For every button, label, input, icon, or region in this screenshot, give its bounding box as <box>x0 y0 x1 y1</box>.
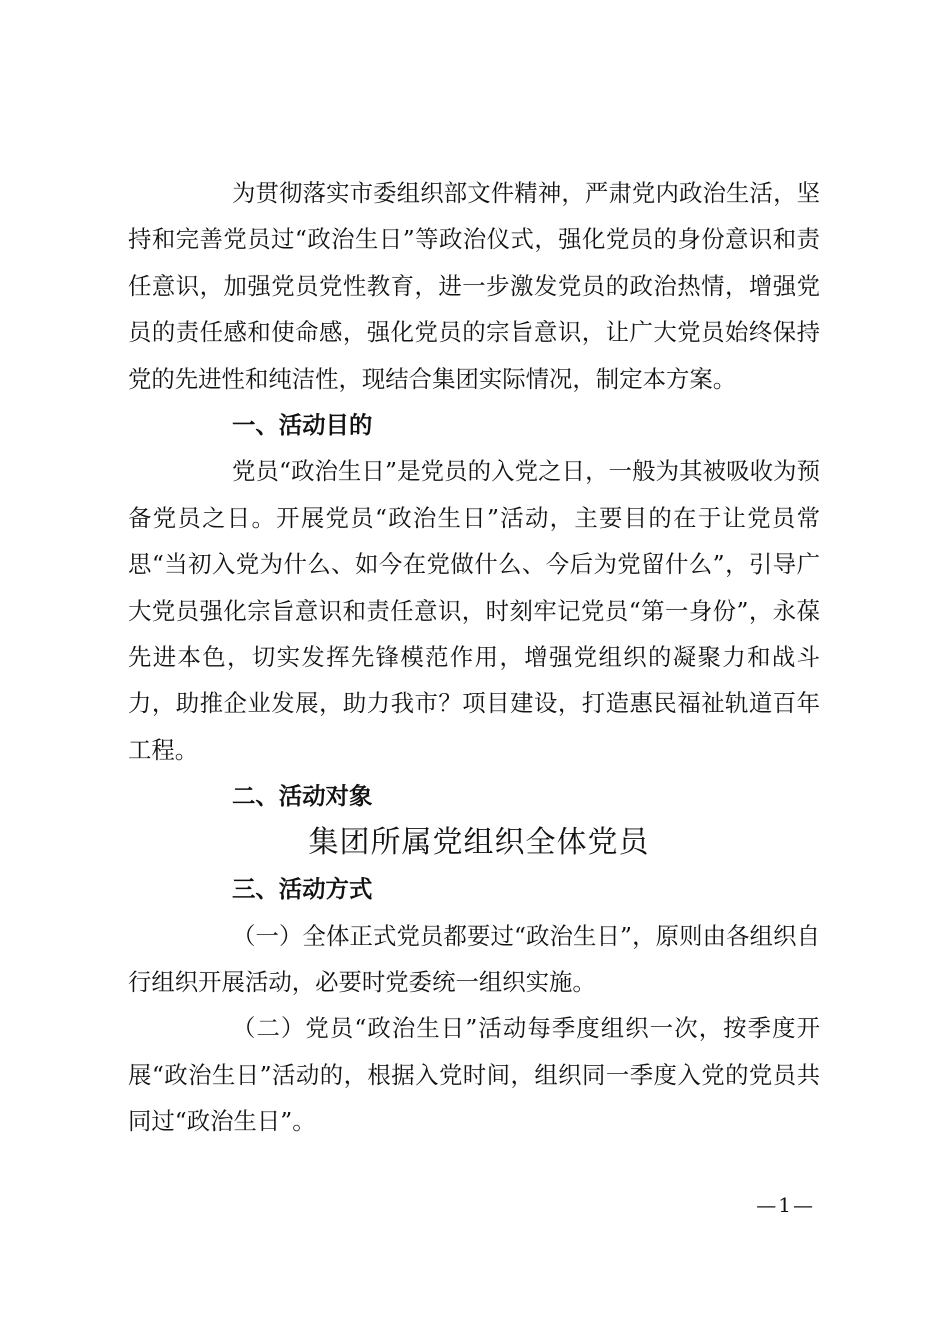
purpose-paragraph: 党员“政治生日”是党员的入党之日，一般为其被吸收为预备党员之日。开展党员“政治生日”活动，主要目的在于让党员常思“当初入党为什么、如今在党做什么、今后为党留什么”，引导广大党员强化宗旨意识和责任意识，时刻牢记党员“第一身份”，永葆先进本色，切实发挥先锋模范作用，增强党组织的凝聚力和战斗力，助推企业发展，助力我市？项目建设，打造惠民福祉轨道百年工程。 <box>128 457 820 764</box>
participants-text: 集团所属党组织全体党员 <box>308 824 650 860</box>
method-item-2: （二）党员“政治生日”活动每季度组织一次，按季度开展“政治生日”活动的，根据入党时间，组织同一季度入党的党员共同过“政治生日”。 <box>128 1014 820 1136</box>
section-heading-method: 三、活动方式 <box>232 875 373 904</box>
page-number: —1— <box>756 1193 815 1217</box>
section-heading-purpose: 一、活动目的 <box>232 411 373 440</box>
method-item-1: （一）全体正式党员都要过“政治生日”，原则由各组织自行组织开展活动，必要时党委统一组织实施。 <box>128 921 820 996</box>
intro-paragraph: 为贯彻落实市委组织部文件精神，严肃党内政治生活，坚持和完善党员过“政治生日”等政治仪式，强化党员的身份意识和责任意识，加强党员党性教育，进一步激发党员的政治热情，增强党员的责任感和使命感，强化党员的宗旨意识，让广大党员始终保持党的先进性和纯洁性，现结合集团实际情况，制定本方案。 <box>128 179 820 393</box>
section-heading-participants: 二、活动对象 <box>232 782 373 811</box>
document-body <box>128 170 820 1145</box>
